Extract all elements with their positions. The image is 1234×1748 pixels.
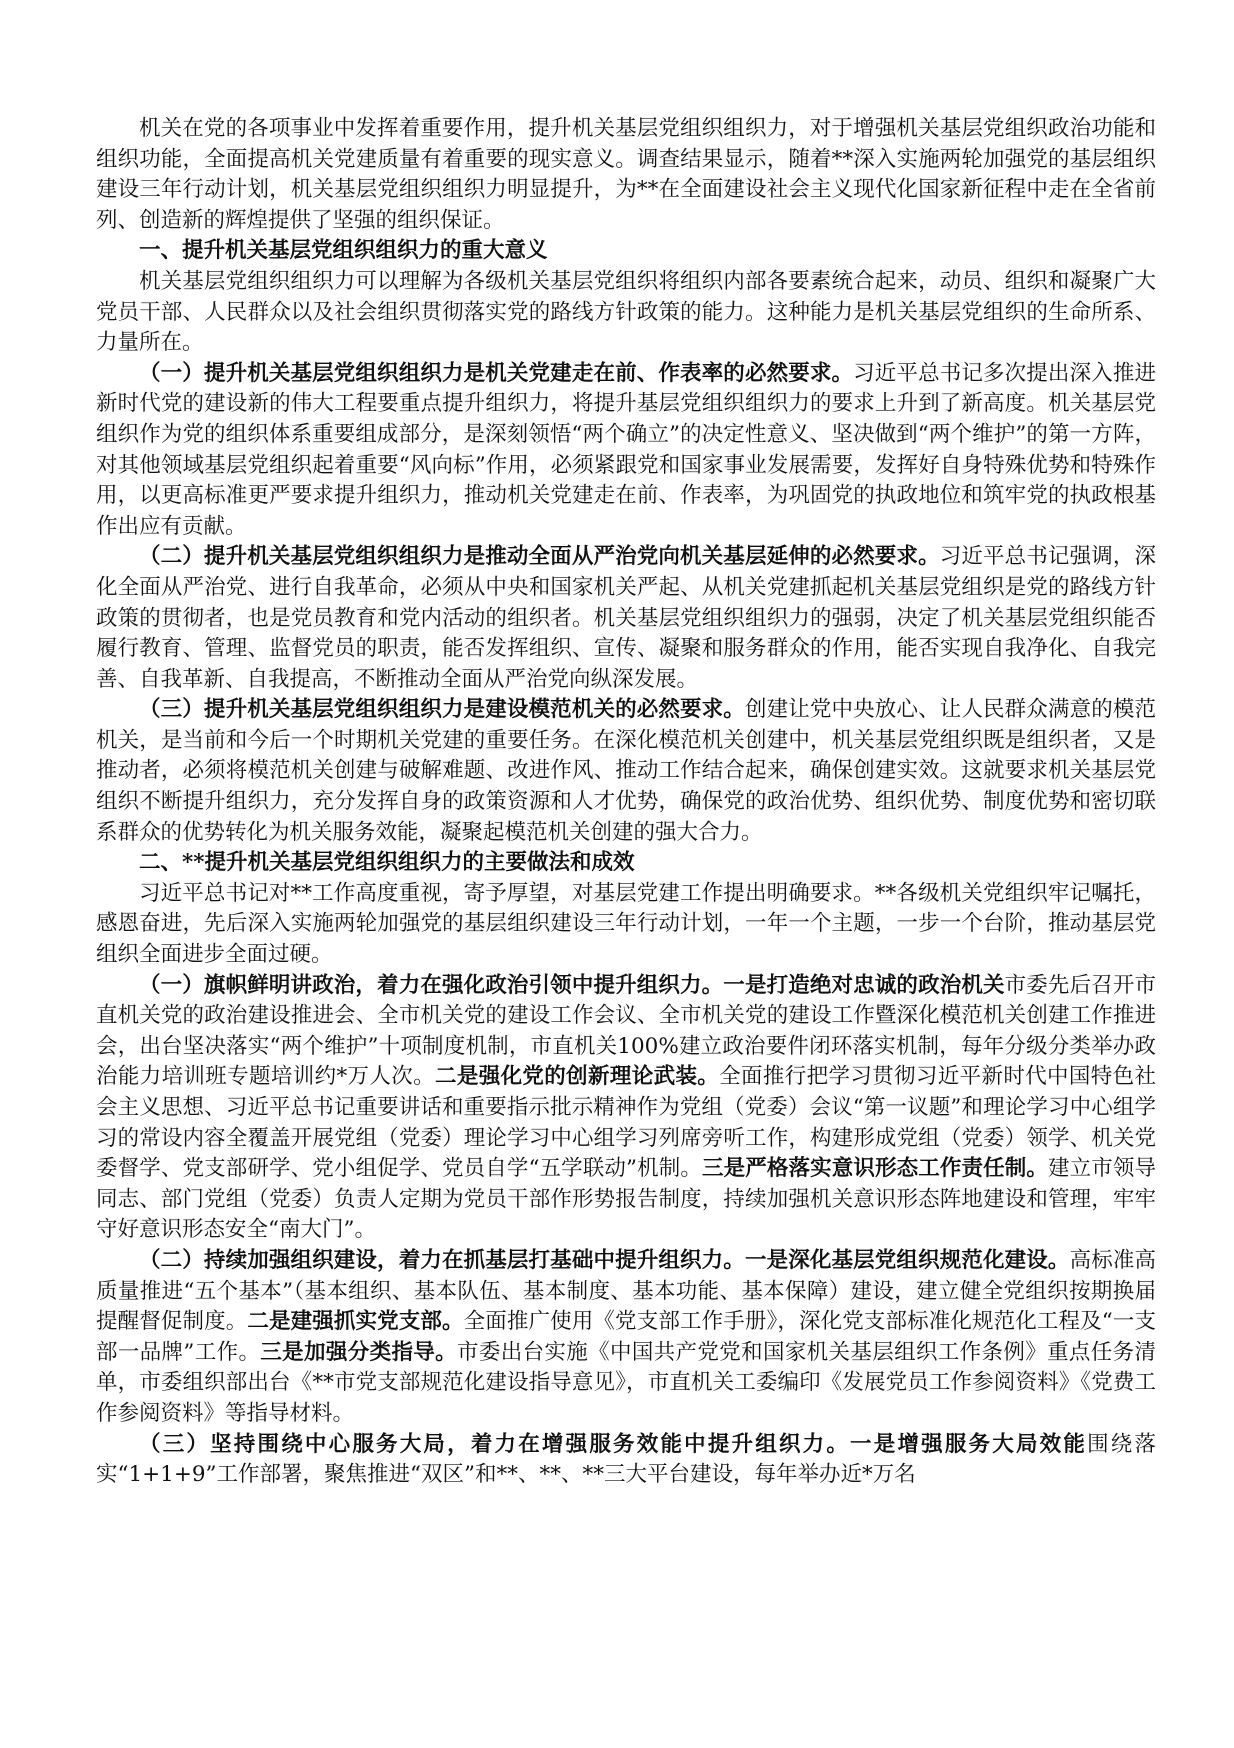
measure-2-text-c: 市委出台实施《中国共产党党和国家机关基层组织工作条例》重点任务清单，市委组织部出台《**市党支部规范化建设指导意见》，市直机关工委编印《发展党员工作参阅资料》《党费工作参阅资料》等指导材料。 — [96, 1339, 1156, 1426]
section-heading-2: 二、**提升机关基层党组织组织力的主要做法和成效 — [139, 850, 635, 876]
section-heading-1: 一、提升机关基层党组织组织力的重大意义 — [139, 238, 548, 264]
measure-3-paragraph — [96, 1430, 1156, 1491]
point-1-paragraph — [96, 359, 1156, 543]
point-2-paragraph — [96, 542, 1156, 695]
document-page — [96, 114, 1156, 1491]
measure-1-lead: （一）旗帜鲜明讲政治，着力在强化政治引领中提升组织力。一是打造绝对忠诚的政治机关 — [139, 972, 1005, 998]
measure-2-key-c: 三是加强分类指导。 — [260, 1339, 458, 1365]
point-3-body: 创建让党中央放心、让人民群众满意的模范机关，是当前和今后一个时期机关党建的重要任务。在深化模范机关创建中，机关基层党组织既是组织者，又是推动者，必须将模范机关创建与破解难题、改进作风、推动工作结合起来，确保创建实效。这就要求机关基层党组织不断提升组织力，充分发挥自身的政策资源和人才优势，确保党的政治优势、组织优势、制度优势和密切联系群众的优势转化为机关服务效能，凝聚起模范机关创建的强大合力。 — [96, 697, 1156, 845]
measure-1-text-b: 全面推行把学习贯彻习近平新时代中国特色社会主义思想、习近平总书记重要讲话和重要指示批示精神作为党组（党委）会议“第一议题”和理论学习中心组学习的常设内容全覆盖开展党组（党委）理论学习中心组学习列席旁听工作，构建形成党组（党委）领学、机关党委督学、党支部研学、党小组促学、党员自学“五学联动”机制。 — [96, 1064, 1156, 1182]
measure-1-text-a: 市委先后召开市直机关党的政治建设推进会、全市机关党的建设工作会议、全市机关党的建设工作暨深化模范机关创建工作推进会，出台坚决落实“两个维护”十项制度机制，市直机关100%建立政治要件闭环落实机制，每年分级分类举办政治能力培训班专题培训约*万人次。 — [96, 972, 1156, 1090]
section-1-intro: 机关基层党组织组织力可以理解为各级机关基层党组织将组织内部各要素统合起来，动员、组织和凝聚广大党员干部、人民群众以及社会组织贯彻落实党的路线方针政策的能力。这种能力是机关基层党组织的生命所系、力量所在。 — [96, 268, 1156, 356]
measure-2-key-b: 二是建强抓实党支部。 — [247, 1309, 464, 1335]
point-2-lead: （二）提升机关基层党组织组织力是推动全面从严治党向机关基层延伸的必然要求。 — [139, 544, 940, 570]
point-2-body: 习近平总书记强调，深化全面从严治党、进行自我革命，必须从中央和国家机关严起、从机关党建抓起机关基层党组织是党的路线方针政策的贯彻者，也是党员教育和党内活动的组织者。机关基层党组织组织力的强弱，决定了机关基层党组织能否履行教育、管理、监督党员的职责，能否发挥组织、宣传、凝聚和服务群众的作用，能否实现自我净化、自我完善、自我革新、自我提高，不断推动全面从严治党向纵深发展。 — [96, 544, 1156, 692]
measure-2-lead: （二）持续加强组织建设，着力在抓基层打基础中提升组织力。一是深化基层党组织规范化建设。 — [139, 1247, 1070, 1273]
measure-2-paragraph — [96, 1246, 1156, 1430]
point-1-lead: （一）提升机关基层党组织组织力是机关党建走在前、作表率的必然要求。 — [139, 360, 854, 386]
intro-paragraph: 机关在党的各项事业中发挥着重要作用，提升机关基层党组织组织力，对于增强机关基层党组织政治功能和组织功能，全面提高机关党建质量有着重要的现实意义。调查结果显示，随着**深入实施两轮加强党的基层组织建设三年行动计划，机关基层党组织组织力明显提升，为**在全面建设社会主义现代化国家新征程中走在全省前列、创造新的辉煌提供了坚强的组织保证。 — [96, 116, 1156, 233]
measure-2-text-a: 高标准高质量推进“五个基本”（基本组织、基本队伍、基本制度、基本功能、基本保障）建设，建立健全党组织按期换届提醒督促制度。 — [96, 1247, 1156, 1335]
measure-1-text-c: 建立市领导同志、部门党组（党委）负责人定期为党员干部作形势报告制度，持续加强机关意识形态阵地建设和管理，牢牢守好意识形态安全“南大门”。 — [96, 1156, 1156, 1243]
point-3-lead: （三）提升机关基层党组织组织力是建设模范机关的必然要求。 — [139, 697, 745, 723]
point-3-paragraph — [96, 695, 1156, 848]
measure-1-key-c: 三是严格落实意识形态工作责任制。 — [702, 1156, 1048, 1182]
measure-3-lead: （三）坚持围绕中心服务大局，着力在增强服务效能中提升组织力。一是增强服务大局效能 — [139, 1431, 1088, 1457]
section-2-intro: 习近平总书记对**工作高度重视，寄予厚望，对基层党建工作提出明确要求。**各级机关党组织牢记嘱托，感恩奋进，先后深入实施两轮加强党的基层组织建设三年行动计划，一年一个主题，一步一个台阶，推动基层党组织全面进步全面过硬。 — [96, 880, 1156, 968]
measure-1-paragraph — [96, 971, 1156, 1246]
measure-3-text-a: 围绕落实“1+1+9”工作部署，聚焦推进“双区”和**、**、**三大平台建设，每年举办近*万名 — [96, 1431, 1156, 1488]
measure-1-key-b: 二是强化党的创新理论武装。 — [435, 1064, 720, 1090]
point-1-body: 习近平总书记多次提出深入推进新时代党的建设新的伟大工程要重点提升组织力，将提升基层党组织组织力的要求上升到了新高度。机关基层党组织作为党的组织体系重要组成部分，是深刻领悟“两个确立”的决定性意义、坚决做到“两个维护”的第一方阵，对其他领域基层党组织起着重要“风向标”作用，必须紧跟党和国家事业发展需要，发挥好自身特殊优势和特殊作用，以更高标准更严要求提升组织力，推动机关党建走在前、作表率，为巩固党的执政地位和筑牢党的执政根基作出应有贡献。 — [96, 360, 1156, 539]
measure-2-text-b: 全面推广使用《党支部工作手册》，深化党支部标准化规范化工程及“一支部一品牌”工作。 — [96, 1309, 1156, 1365]
